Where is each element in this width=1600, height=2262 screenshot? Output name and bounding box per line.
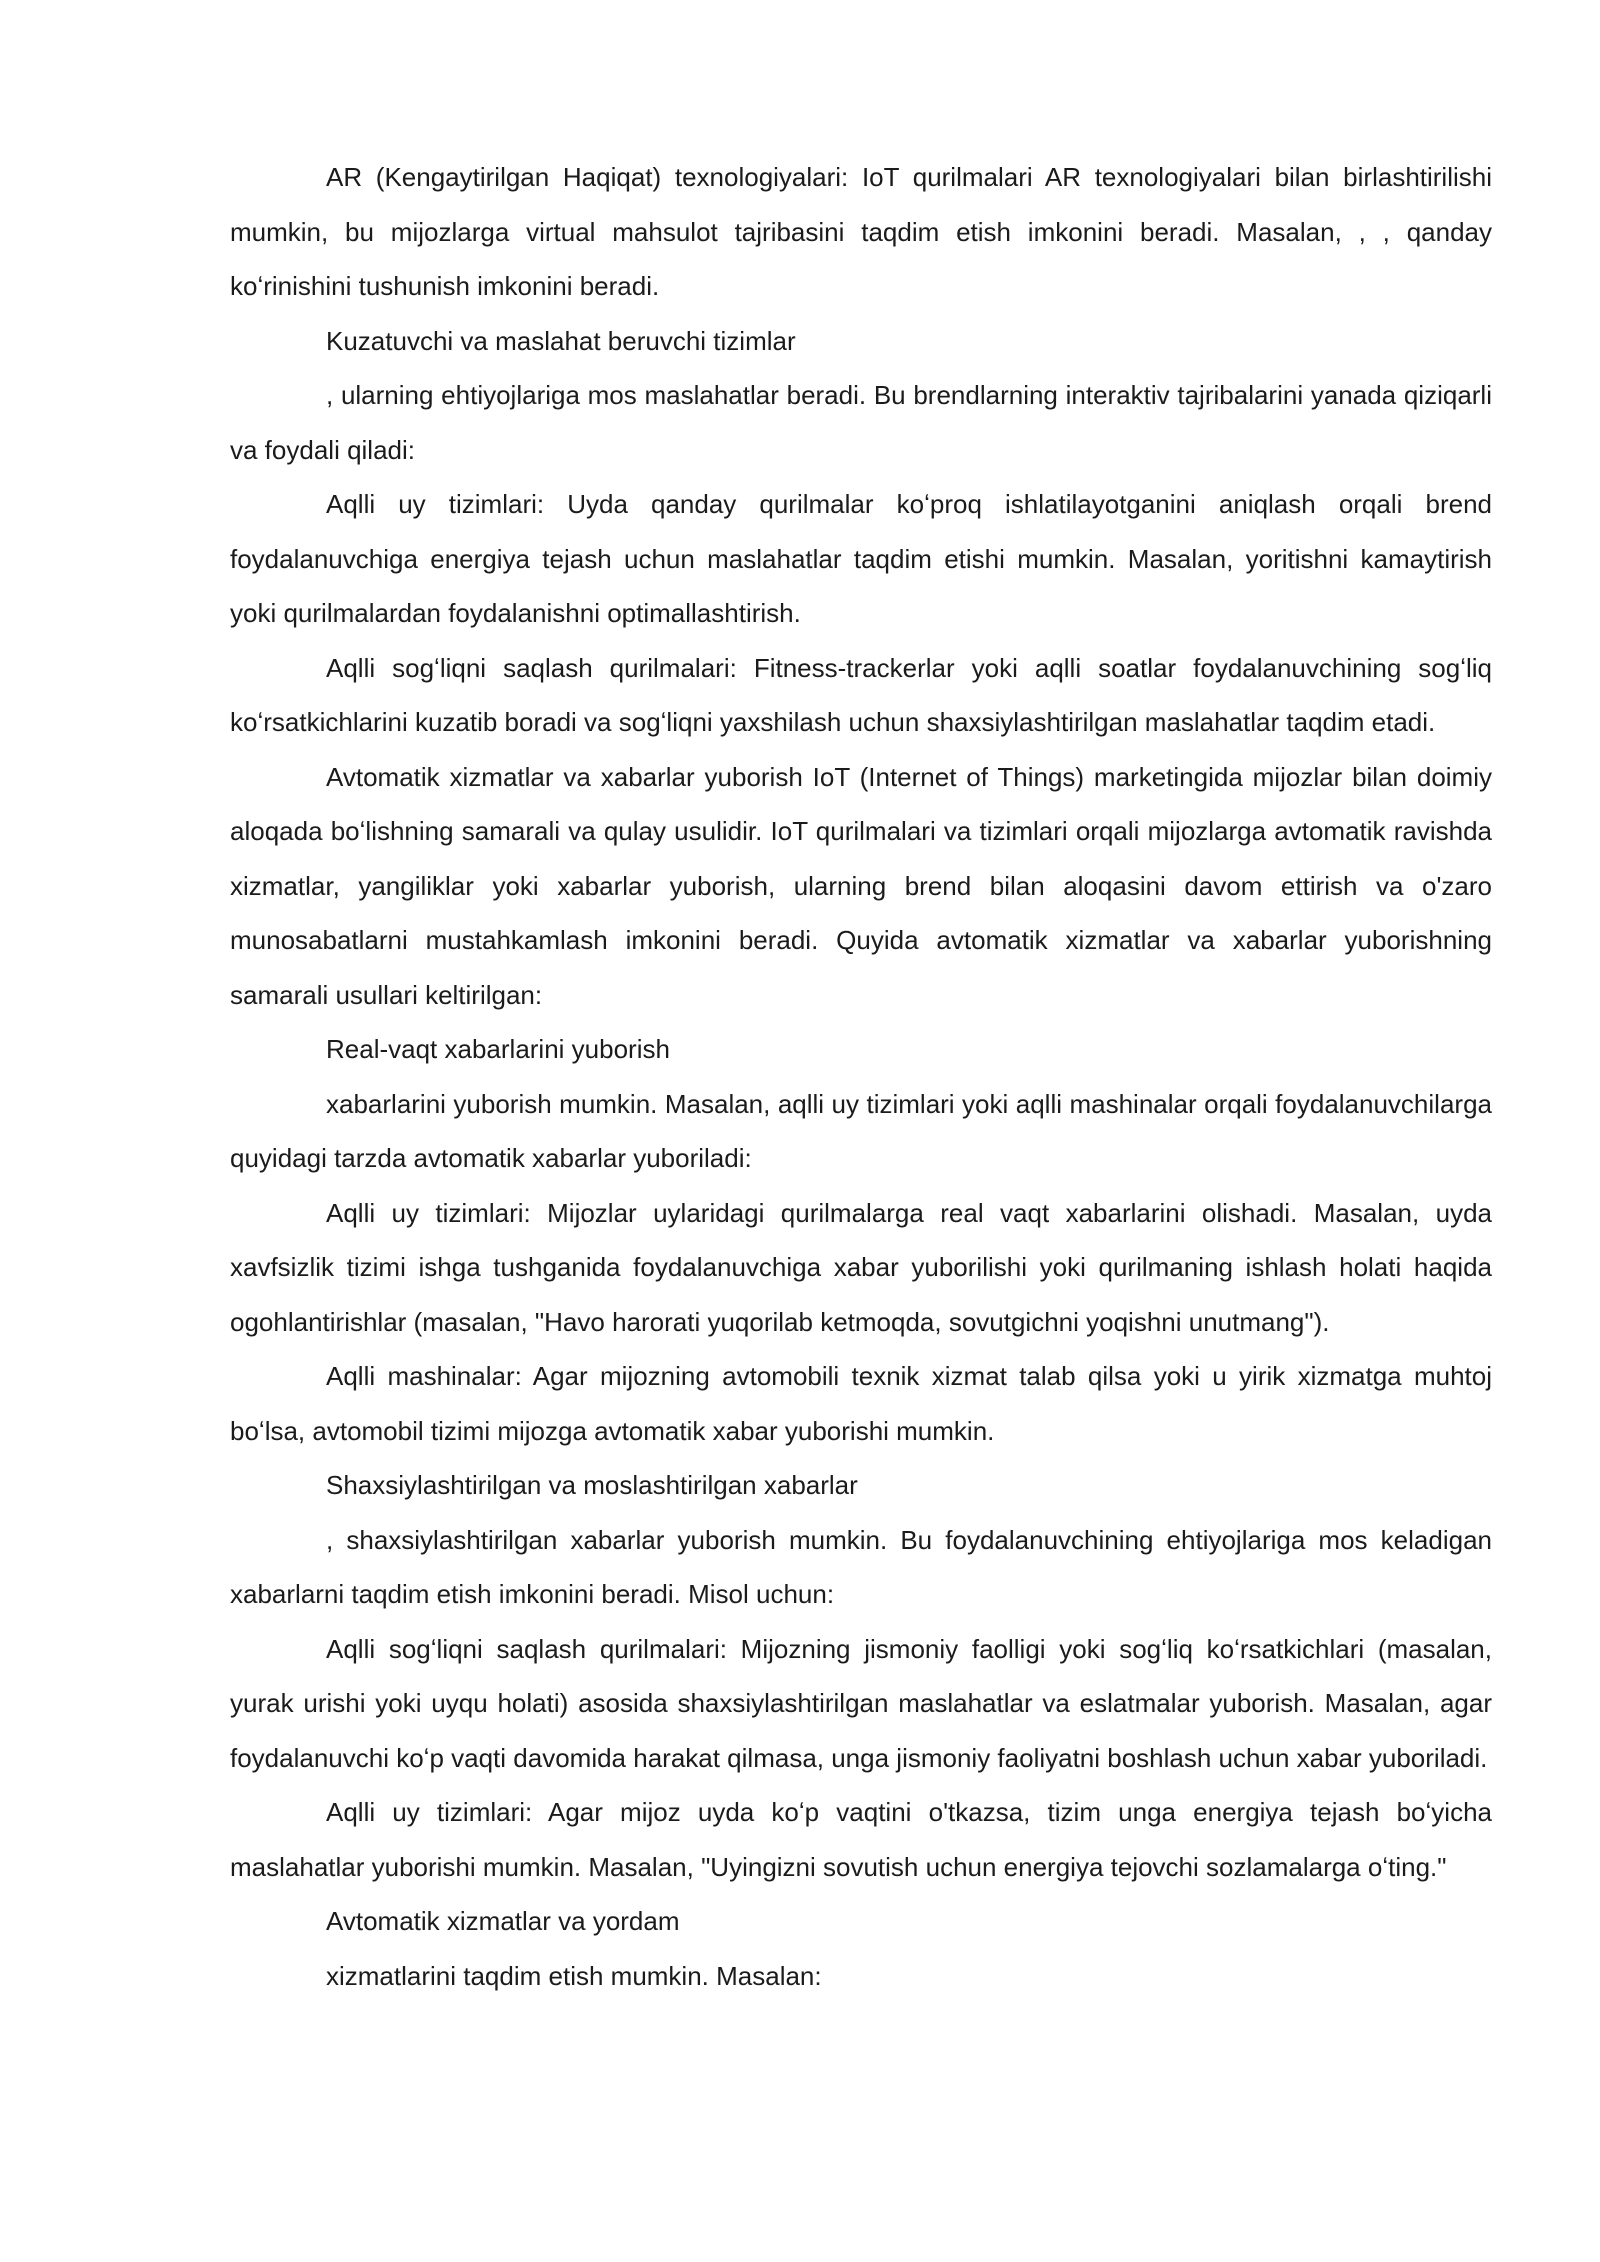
paragraph-personalized-intro: , shaxsiylashtirilgan xabarlar yuborish mumkin. Bu foydalanuvchining ehtiyojlariga mos keladigan xabarlarni taqdim etish imkonini beradi. Misol uchun: [230, 1524, 1492, 1609]
document-page [230, 150, 1492, 2003]
paragraph-needs-advice: , ularning ehtiyojlariga mos maslahatlar beradi. Bu brendlarning interaktiv tajribalarini yanada qiziqarli va foydali qiladi: [230, 380, 1492, 465]
paragraph-ar-technologies: AR (Kengaytirilgan Haqiqat) texnologiyalari: IoT qurilmalari AR texnologiyalari bilan birlashtirilishi mumkin, bu mijozlarga virtual mahsulot tajribasini taqdim etish imkonini beradi. Masalan, , , qanday koʻrinishini tushunish imkonini beradi. [230, 162, 1492, 301]
paragraph-automatic-services: Avtomatik xizmatlar va xabarlar yuborish IoT (Internet of Things) marketingida mijozlar bilan doimiy aloqada boʻlishning samarali va qulay usulidir. IoT qurilmalari va tizimlari orqali mijozlarga avtomatik ravishda xizmatlar, yangiliklar yoki xabarlar yuborish, ularning brend bilan aloqasini davom ettirish va o'zaro munosabatlarni mustahkamlash imkonini beradi. Quyida avtomatik xizmatlar va xabarlar yuborishning samarali usullari keltirilgan: [230, 761, 1492, 1010]
paragraph-health-personalized: Aqlli sogʻliqni saqlash qurilmalari: Mijozning jismoniy faolligi yoki sogʻliq koʻrsatkichlari (masalan, yurak urishi yoki uyqu holati) asosida shaxsiylashtirilgan maslahatlar va eslatmalar yuborish. Masalan, agar foydalanuvchi koʻp vaqti davomida harakat qilmasa, unga jismoniy faoliyatni boshlash uchun xabar yuboriladi. [230, 1633, 1492, 1773]
paragraph-smart-health-devices: Aqlli sogʻliqni saqlash qurilmalari: Fitness-trackerlar yoki aqlli soatlar foydalanuvchining sogʻliq koʻrsatkichlarini kuzatib boradi va sogʻliqni yaxshilash uchun shaxsiylashtirilgan maslahatlar taqdim etadi. [230, 652, 1492, 737]
paragraph-support-intro: xizmatlarini taqdim etish mumkin. Masalan: [326, 1960, 822, 1991]
heading-real-time-messages: Real-vaqt xabarlarini yuborish [326, 1034, 670, 1064]
heading-monitoring-systems: Kuzatuvchi va maslahat beruvchi tizimlar [326, 325, 796, 356]
paragraph-real-time-intro: xabarlarini yuborish mumkin. Masalan, aqlli uy tizimlari yoki aqlli mashinalar orqali foydalanuvchilarga quyidagi tarzda avtomatik xabarlar yuboriladi: [230, 1088, 1492, 1173]
heading-personalized-messages: Shaxsiylashtirilgan va moslashtirilgan xabarlar [326, 1470, 858, 1500]
paragraph-smart-cars: Aqlli mashinalar: Agar mijozning avtomobili texnik xizmat talab qilsa yoki u yirik xizmatga muhtoj boʻlsa, avtomobil tizimi mijozga avtomatik xabar yuborishi mumkin. [230, 1361, 1492, 1446]
paragraph-smart-home-alerts: Aqlli uy tizimlari: Mijozlar uylaridagi qurilmalarga real vaqt xabarlarini olishadi. Masalan, uyda xavfsizlik tizimi ishga tushganida foydalanuvchiga xabar yuborilishi yoki qurilmaning ishlash holati haqida ogohlantirishlar (masalan, "Havo harorati yuqorilab ketmoqda, sovutgichni yoqishni unutmang"). [230, 1197, 1492, 1337]
paragraph-home-energy-tips: Aqlli uy tizimlari: Agar mijoz uyda koʻp vaqtini o'tkazsa, tizim unga energiya tejash boʻyicha maslahatlar yuborishi mumkin. Masalan, "Uyingizni sovutish uchun energiya tejovchi sozlamalarga oʻting." [230, 1797, 1492, 1882]
heading-automatic-support: Avtomatik xizmatlar va yordam [326, 1906, 680, 1936]
paragraph-smart-home-advice: Aqlli uy tizimlari: Uyda qanday qurilmalar koʻproq ishlatilayotganini aniqlash orqali brend foydalanuvchiga energiya tejash uchun maslahatlar taqdim etishi mumkin. Masalan, yoritishni kamaytirish yoki qurilmalardan foydalanishni optimallashtirish. [230, 489, 1492, 628]
